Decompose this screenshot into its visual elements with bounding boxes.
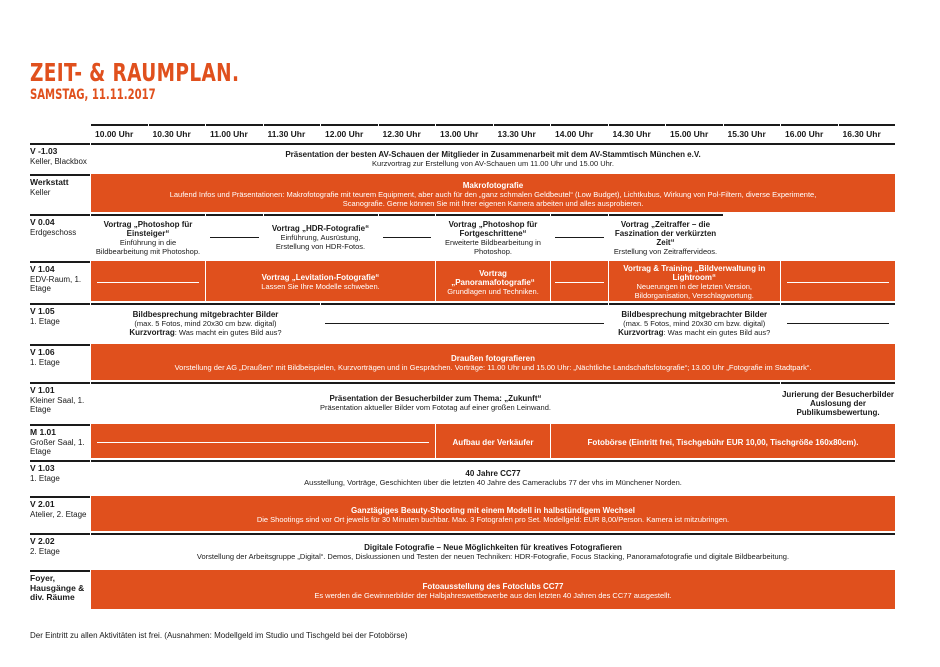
room-label: Foyer, Hausgänge & div. Räume bbox=[30, 570, 90, 609]
empty-slot bbox=[206, 214, 263, 259]
room-label: V 1.06 1. Etage bbox=[30, 344, 90, 380]
event-fotoausstellung: Fotoausstellung des Fotoclubs CC77 Es werden die Gewinnerbilder der Halbjahreswettbewerbe aus den letzten 40 Jahren des CC77 ausgestellt. bbox=[91, 570, 895, 609]
room-label: V 1.05 1. Etage bbox=[30, 303, 90, 342]
event-40-jahre: 40 Jahre CC77 Ausstellung, Vorträge, Geschichten über die letzten 40 Jahre des Cameraclubs 77 der vhs im Münchener Norden. bbox=[91, 460, 895, 494]
room-label: V 2.01 Atelier, 2. Etage bbox=[30, 496, 90, 531]
footer-note: Der Eintritt zu allen Aktivitäten ist frei. (Ausnahmen: Modellgeld im Studio und Tischgeld bei der Fotobörse) bbox=[30, 631, 408, 640]
event-photoshop-fortgeschrittene: Vortrag „Photoshop für Fortgeschrittene“ Erweiterte Bildbearbeitung in Photoshop. bbox=[436, 214, 550, 259]
event-zeitraffer: Vortrag „Zeitraffer – die Faszination der verkürzten Zeit“ Erstellung von Zeitraffervideos. bbox=[609, 214, 723, 259]
event-bildbesprechung-1: Bildbesprechung mitgebrachter Bilder (max. 5 Fotos, mind 20x30 cm bzw. digital) Kurzvortrag: Was macht ein gutes Bild aus? bbox=[91, 303, 320, 342]
room-label: Werkstatt Keller bbox=[30, 174, 90, 212]
empty-slot bbox=[551, 214, 608, 259]
time-header: 11.30 Uhr bbox=[264, 124, 321, 141]
empty-slot bbox=[91, 424, 435, 458]
event-beauty-shooting: Ganztägiges Beauty-Shooting mit einem Modell in halbstündigem Wechsel Die Shootings sind vor Ort jeweils für 30 Minuten buchbar. Max. 3 Fotografen pro Set. Modellgeld: EUR 8,00/Person. Kamera ist mitzubringen. bbox=[91, 496, 895, 531]
room-label: V 0.04 Erdgeschoss bbox=[30, 214, 90, 259]
time-header: 14.00 Uhr bbox=[551, 124, 608, 141]
time-header: 14.30 Uhr bbox=[609, 124, 666, 141]
time-header: 12.00 Uhr bbox=[321, 124, 378, 141]
room-label: M 1.01 Großer Saal, 1. Etage bbox=[30, 424, 90, 458]
time-header: 15.30 Uhr bbox=[724, 124, 781, 141]
event-makrofotografie: Makrofotografie Laufend Infos und Präsentationen: Makrofotografie mit teurem Equipment, aber auch für den „ganz schmalen Geldbeutel“ (Low Budget), Lichtkubus, Wirkung von Pol-Filtern, diverse Experimente, Scanografie. Gerne können Sie mit Ihrer eigenen Kamera arbeiten und alles ausprobieren. bbox=[91, 174, 895, 212]
time-header: 12.30 Uhr bbox=[379, 124, 436, 141]
event-panoramafotografie: Vortrag „Panoramafotografie“ Grundlagen und Techniken. bbox=[436, 261, 550, 301]
room-label: V 1.03 1. Etage bbox=[30, 460, 90, 494]
event-levitation: Vortrag „Levitation-Fotografie“ Lassen Sie Ihre Modelle schweben. bbox=[206, 261, 435, 301]
room-label: V 1.01 Kleiner Saal, 1. Etage bbox=[30, 382, 90, 422]
empty-slot bbox=[781, 261, 895, 301]
room-label: V 2.02 2. Etage bbox=[30, 533, 90, 568]
event-draussen: Draußen fotografieren Vorstellung der AG „Draußen“ mit Bildbeispielen, Kurzvorträgen und in Gesprächen. Vorträge: 11.00 Uhr und 15.00 Uhr: „Nächtliche Landschaftsfotografie“; 13.00 Uhr „Fotografie im Stadtpark“. bbox=[91, 344, 895, 380]
time-header: 16.00 Uhr bbox=[781, 124, 838, 141]
event-av-schauen: Präsentation der besten AV-Schauen der Mitglieder in Zusammenarbeit mit dem AV-Stammtisch München e.V. Kurzvortrag zur Erstellung von AV-Schauen um 11.00 Uhr und 15.00 Uhr. bbox=[91, 143, 895, 172]
time-header: 11.00 Uhr bbox=[206, 124, 263, 141]
page-title: ZEIT- & RAUMPLAN. bbox=[30, 58, 240, 87]
event-bildbesprechung-2: Bildbesprechung mitgebrachter Bilder (max. 5 Fotos, mind 20x30 cm bzw. digital) Kurzvortrag: Was macht ein gutes Bild aus? bbox=[609, 303, 781, 342]
empty-slot bbox=[91, 261, 205, 301]
empty-slot bbox=[321, 303, 608, 342]
time-header: 15.00 Uhr bbox=[666, 124, 723, 141]
event-jurierung: Jurierung der Besucherbilder Auslosung der Publikumsbewertung. bbox=[781, 382, 895, 422]
event-fotoboerse: Fotobörse (Eintritt frei, Tischgebühr EUR 10,00, Tischgröße 160x80cm). bbox=[551, 424, 895, 458]
event-photoshop-einsteiger: Vortrag „Photoshop für Einsteiger“ Einführung in die Bildbearbeitung mit Photoshop. bbox=[91, 214, 205, 259]
empty-slot bbox=[781, 303, 895, 342]
room-label: V 1.04 EDV-Raum, 1. Etage bbox=[30, 261, 90, 301]
header-corner bbox=[30, 124, 90, 141]
time-header: 10.00 Uhr bbox=[91, 124, 148, 141]
time-header: 13.30 Uhr bbox=[494, 124, 551, 141]
empty-slot bbox=[551, 261, 608, 301]
time-header: 13.00 Uhr bbox=[436, 124, 493, 141]
event-digitale-fotografie: Digitale Fotografie – Neue Möglichkeiten für kreatives Fotografieren Vorstellung der Arbeitsgruppe „Digital“. Demos, Diskussionen und Testen der neuen Techniken: HDR-Fotografie, Focus Stacking, Panoramafotografie und digitale Bildbearbeitung. bbox=[91, 533, 895, 568]
event-besucherbilder: Präsentation der Besucherbilder zum Thema: „Zukunft“ Präsentation aktueller Bilder vom Fototag auf einer großen Leinwand. bbox=[91, 382, 780, 422]
schedule-grid bbox=[30, 124, 915, 605]
event-hdr-fotografie: Vortrag „HDR-Fotografie“ Einführung, Ausrüstung, Erstellung von HDR-Fotos. bbox=[264, 214, 378, 259]
time-header: 16.30 Uhr bbox=[839, 124, 896, 141]
room-label: V -1.03 Keller, Blackbox bbox=[30, 143, 90, 172]
time-header: 10.30 Uhr bbox=[149, 124, 206, 141]
event-aufbau: Aufbau der Verkäufer bbox=[436, 424, 550, 458]
empty-slot bbox=[379, 214, 436, 259]
event-lightroom: Vortrag & Training „Bildverwaltung in Lightroom“ Neuerungen in der letzten Version, Bildorganisation, Verschlagwortung. bbox=[609, 261, 781, 301]
page-subtitle: SAMSTAG, 11.11.2017 bbox=[30, 87, 156, 103]
